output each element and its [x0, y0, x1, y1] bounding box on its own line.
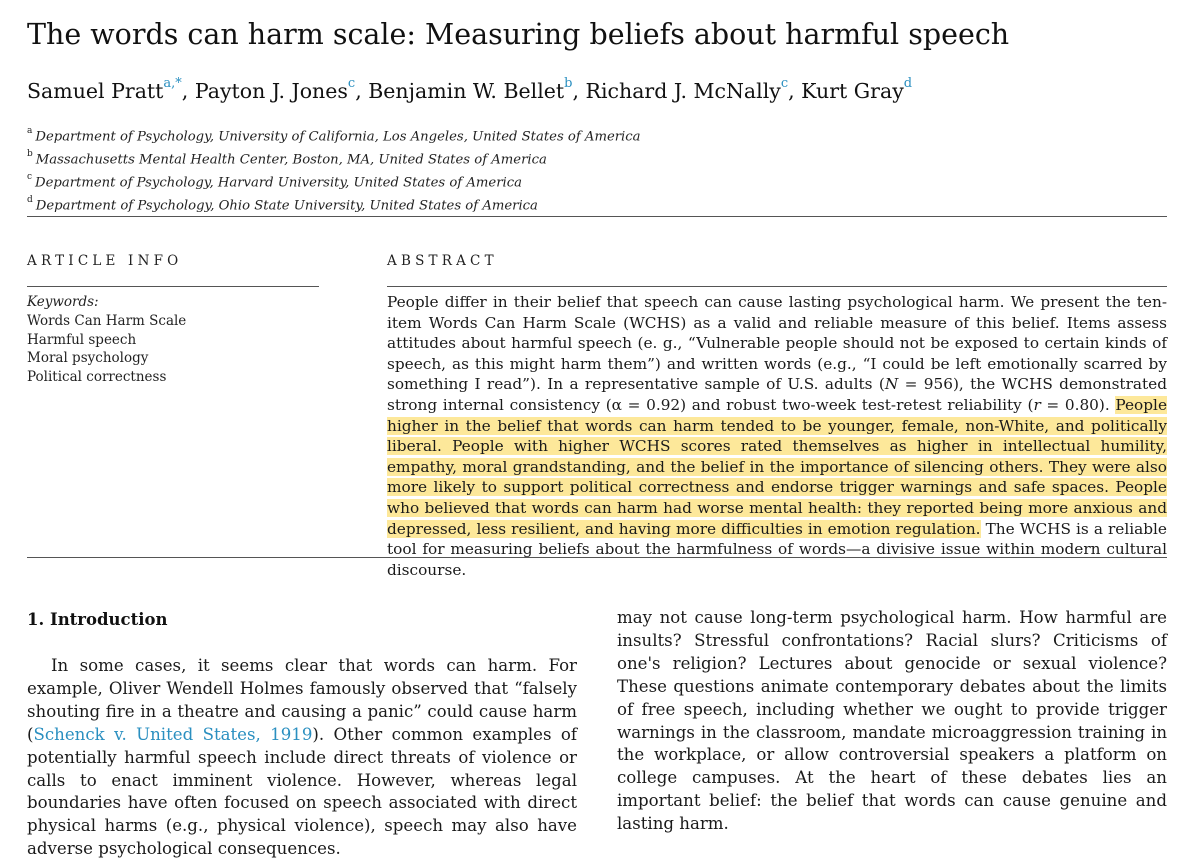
stat-symbol-r: r	[1033, 395, 1041, 414]
section-heading: 1. Introduction	[27, 610, 168, 629]
affiliation-text: Department of Psychology, University of California, Los Angeles, United States of America	[35, 129, 641, 145]
abstract-part: = 0.80).	[1040, 395, 1116, 414]
highlighted-text[interactable]: People higher in the belief that words can harm tended to be younger, female, non-White, and politically liberal. People with higher WCHS scores rated themselves as higher in intellectual humility, empathy, moral grandstanding, and the belief in the importance of silencing others. They were also more likely to support political correctness and endorse trigger warnings and safe spaces. People who believed that words can harm had worse mental health: they reported being more anxious and depressed, less resilient, and having more difficulties in emotion regulation.	[387, 395, 1167, 538]
stat-symbol-n: N	[884, 375, 899, 394]
paper-title: The words can harm scale: Measuring beliefs about harmful speech	[27, 18, 1010, 51]
keywords-label: Keywords:	[27, 294, 99, 310]
affiliation-item	[27, 147, 641, 170]
article-info-heading: ARTICLE INFO	[27, 253, 183, 269]
affiliation-item	[27, 170, 641, 193]
intro-right-column: may not cause long-term psychological harm. How harmful are insults? Stressful confrontations? Racial slurs? Criticisms of one's religion? Lectures about genocide or sexual violence? These questions animate contemporary debates about the limits of free speech, including whether we ought to provide trigger warnings in the classroom, mandate microaggression training in the workplace, or allow controversial speakers a platform on college campuses. At the heart of these debates lies an important belief: the belief that words can cause genuine and lasting harm.	[617, 608, 1167, 834]
affiliation-text: Department of Psychology, Ohio State University, United States of America	[35, 198, 538, 214]
author-affil-link[interactable]: c	[780, 76, 789, 92]
keyword-item: Harmful speech	[27, 331, 137, 348]
affiliation-key: b	[27, 148, 33, 159]
abstract-part: The WCHS is a reliable tool for measuring beliefs about the harmfulness of words—a divisive issue within modern cultural discourse.	[387, 519, 1167, 579]
intro-left-column	[27, 655, 577, 861]
body-text: ). Other common examples of potentially harmful speech include direct threats of violence or calls to enact imminent violence. However, whereas legal boundaries have often focused on speech associated with direct physical harms (e.g., physical violence), speech may also have adverse psychological consequences.	[27, 724, 577, 859]
author-name: Kurt Gray	[801, 79, 904, 103]
affiliation-text: Department of Psychology, Harvard University, United States of America	[35, 175, 522, 191]
abstract-text	[387, 292, 1167, 580]
abstract-bottom-divider	[27, 557, 1167, 558]
keyword-item: Political correctness	[27, 369, 167, 386]
body-text: In some cases, it seems clear that words can harm. For example, Oliver Wendell Holmes famously observed that “falsely shouting fire in a theatre and causing a panic” could cause harm (	[27, 656, 577, 744]
author-separator: ,	[788, 79, 802, 103]
abstract-part: = 956), the WCHS demonstrated strong internal consistency (α = 0.92) and robust two-week test-retest reliability (	[387, 375, 1167, 414]
author-name: Samuel Pratt	[27, 79, 164, 103]
affiliation-key: d	[27, 194, 33, 205]
author-name: Benjamin W. Bellet	[368, 79, 565, 103]
author-affil-link[interactable]: a,*	[163, 76, 182, 92]
affiliation-item	[27, 193, 641, 216]
author-affil-link[interactable]: b	[564, 76, 573, 92]
affiliation-key: c	[27, 171, 33, 182]
author-separator: ,	[181, 79, 195, 103]
abstract-heading: ABSTRACT	[387, 253, 498, 269]
author-name: Richard J. McNally	[585, 79, 781, 103]
affiliation-list	[27, 124, 641, 216]
keyword-item: Moral psychology	[27, 350, 149, 367]
affiliation-key: a	[27, 126, 33, 136]
author-separator: ,	[572, 79, 586, 103]
author-separator: ,	[355, 79, 369, 103]
article-info-divider	[27, 286, 319, 287]
abstract-divider	[387, 286, 1167, 287]
author-affil-link[interactable]: d	[903, 76, 913, 92]
citation-link[interactable]: Schenck v. United States, 1919	[33, 724, 313, 744]
keywords-block	[27, 293, 186, 387]
author-list	[27, 76, 913, 103]
author-affil-link[interactable]: c	[347, 76, 356, 92]
author-name: Payton J. Jones	[194, 79, 348, 103]
affiliation-text: Massachusetts Mental Health Center, Boston, MA, United States of America	[35, 152, 547, 168]
header-divider	[27, 216, 1167, 217]
abstract-part: People differ in their belief that speech can cause lasting psychological harm. We present the ten-item Words Can Harm Scale (WCHS) as a valid and reliable measure of this belief. Items assess attitudes about harmful speech (e. g., “Vulnerable people should not be exposed to certain kinds of speech, as this might harm them”) and written words (e.g., “I could be left emotionally scarred by something I read”). In a representative sample of U.S. adults (	[387, 293, 1167, 394]
keyword-item: Words Can Harm Scale	[27, 312, 187, 329]
affiliation-item	[27, 124, 641, 147]
